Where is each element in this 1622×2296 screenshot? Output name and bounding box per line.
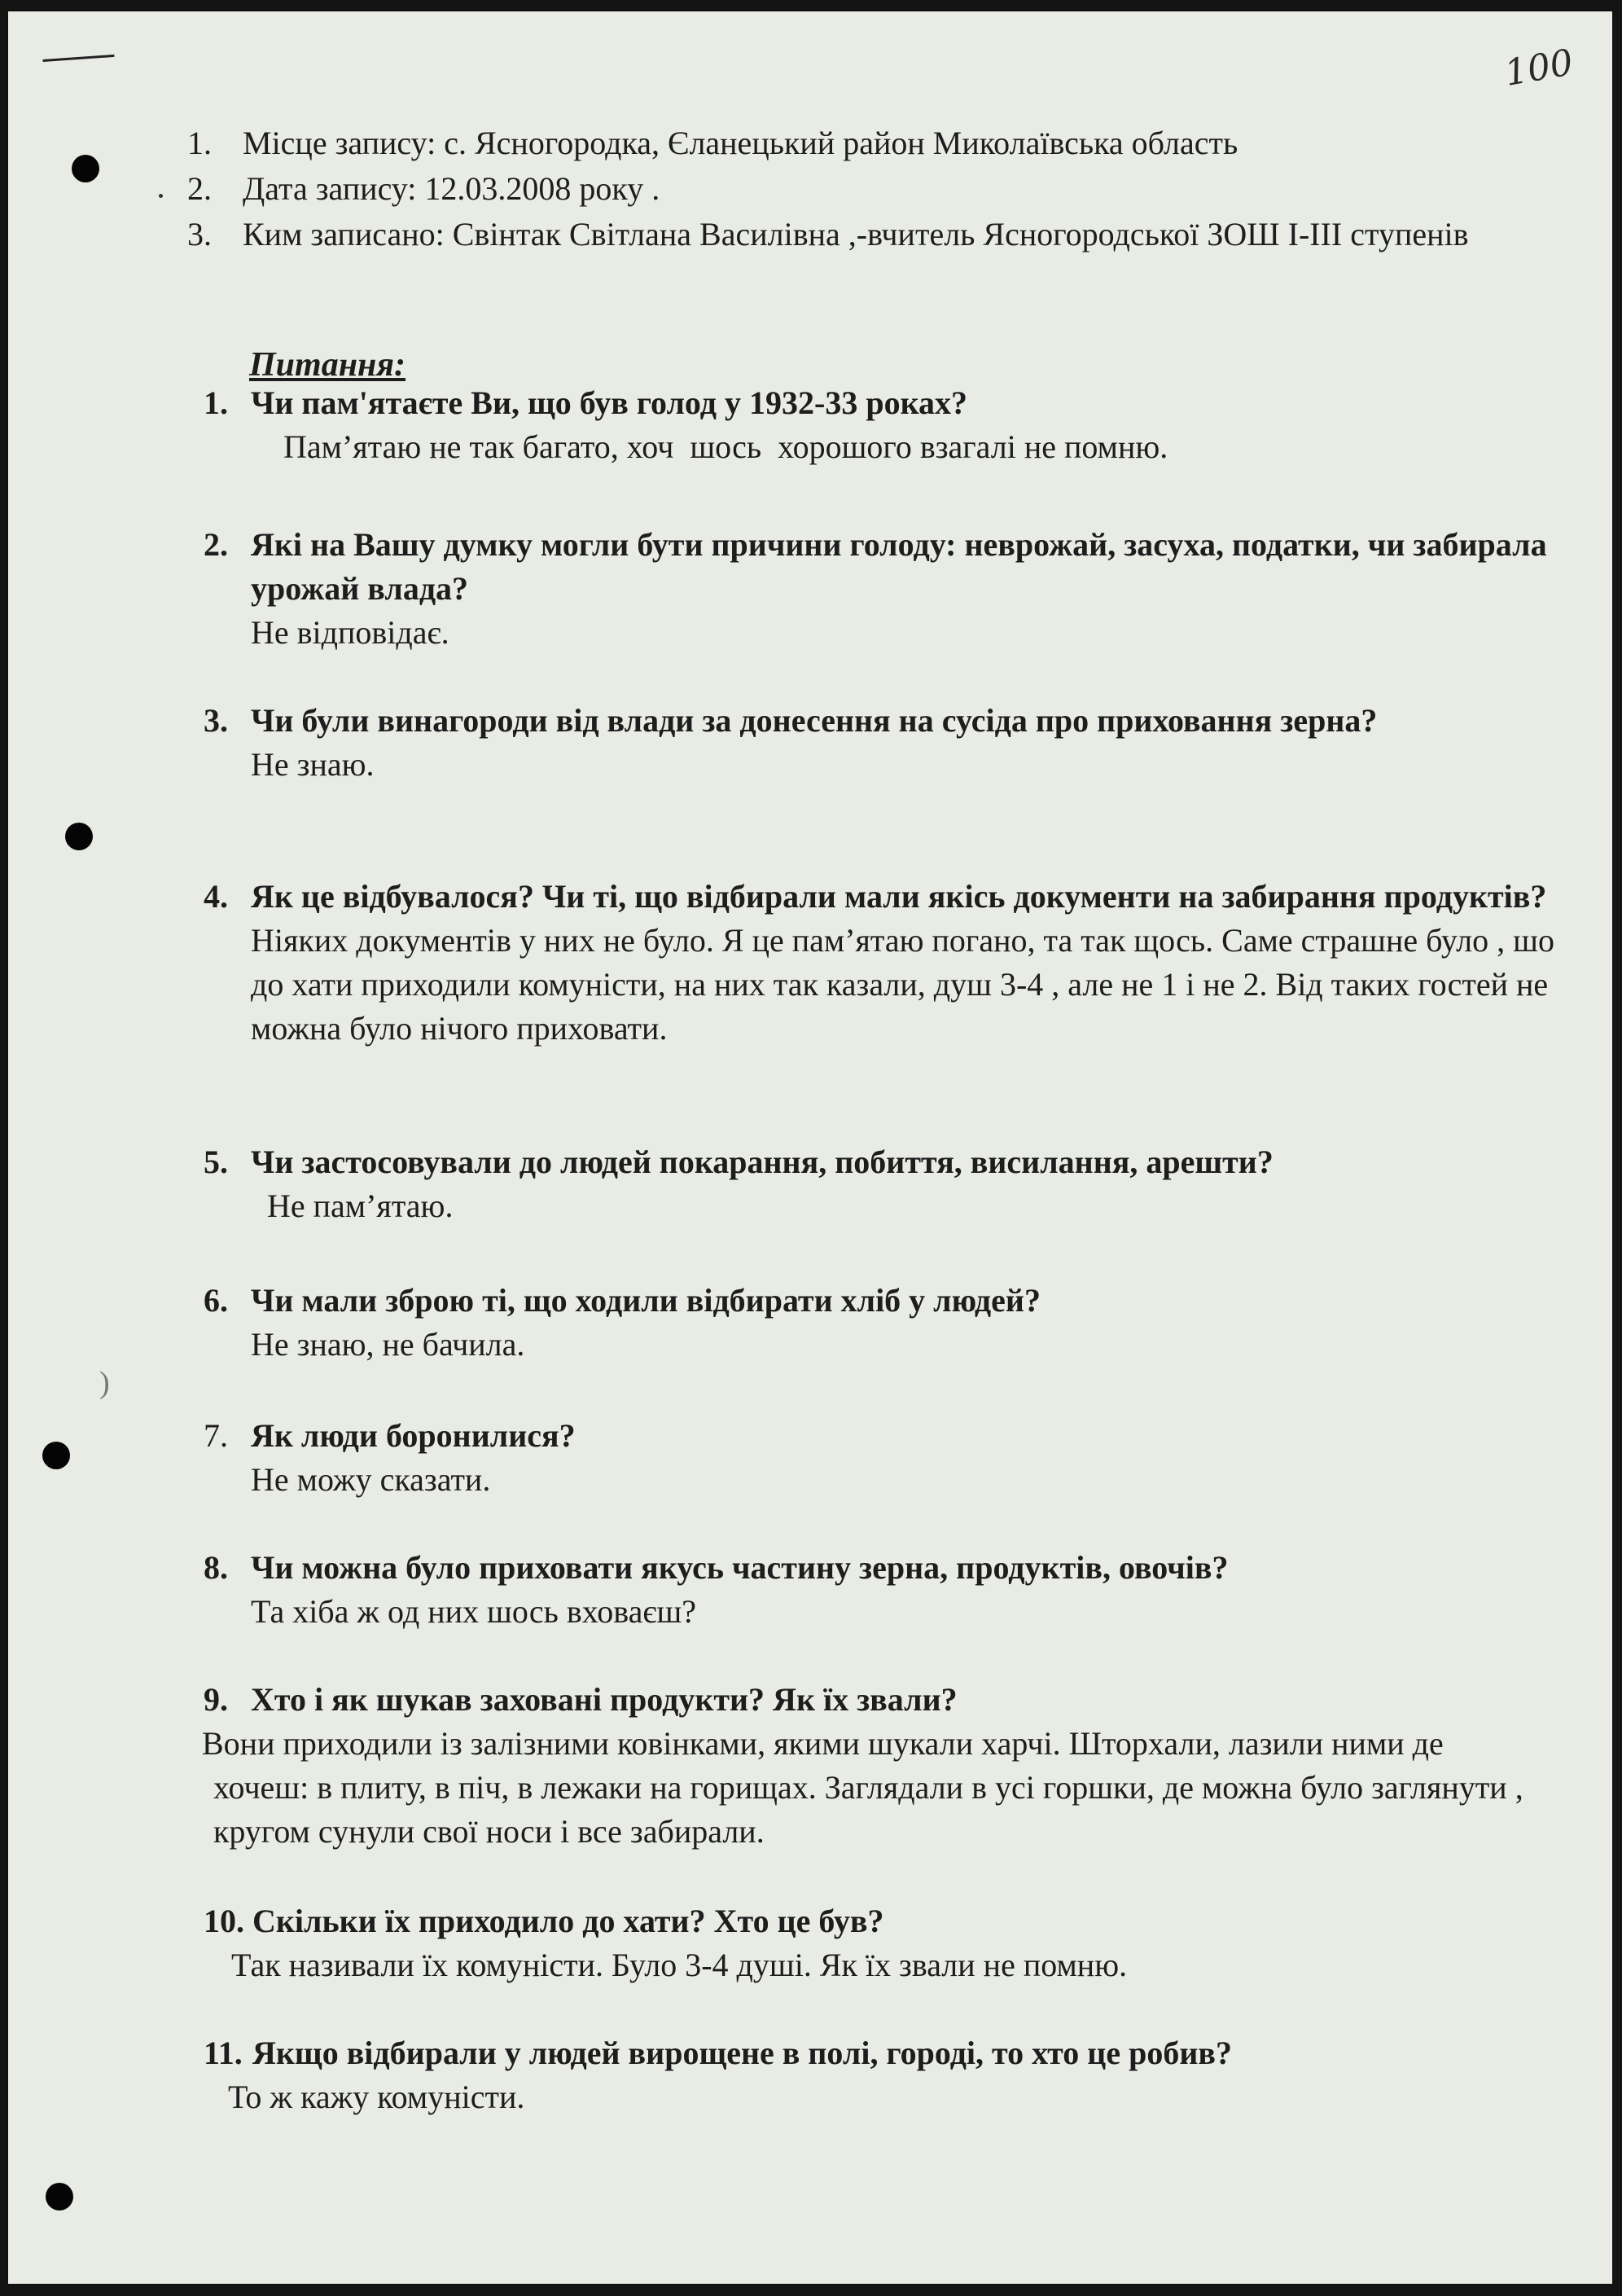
question <box>204 1279 1555 1323</box>
metadata-text: Місце запису: с. Ясногородка, Єланецький район Миколаївська область <box>243 125 1238 161</box>
question-number: 11. <box>204 2035 243 2071</box>
question-block-10 <box>204 1899 1555 1987</box>
answer-text: Та хіба ж од них шось вховаєш? <box>251 1593 697 1630</box>
question-text: Скільки їх приходило до хати? Хто це був? <box>252 1903 884 1939</box>
stray-mark: ) <box>99 1366 110 1400</box>
metadata-place <box>187 121 1555 166</box>
question-text: Чи були винагороди від влади за донесення на сусіда про приховання зерна? <box>251 702 1378 739</box>
question <box>204 1678 1555 1722</box>
question-number: 2. <box>204 526 228 563</box>
question-number: 4. <box>204 878 228 915</box>
answer-text: Не відповідає. <box>251 614 449 651</box>
question <box>204 1546 1555 1590</box>
punch-hole <box>46 2183 73 2210</box>
metadata-number: 1. <box>187 125 212 161</box>
answer-text: Пам’ятаю не так багато, хоч шось хорошого взагалі не помню. <box>251 428 1168 465</box>
punch-hole <box>65 823 93 850</box>
punch-hole <box>72 155 99 182</box>
question-block-5 <box>204 1140 1555 1228</box>
question-block-9 <box>204 1678 1555 1854</box>
question-block-1 <box>204 381 1555 469</box>
metadata-date <box>187 166 1555 212</box>
question-number: 10. <box>204 1903 244 1939</box>
answer-text: Так називали їх комуністи. Було 3-4 душі. Як їх звали не помню. <box>231 1947 1128 1983</box>
question-number: 9. <box>204 1681 228 1718</box>
question-number: 5. <box>204 1144 228 1180</box>
question-block-3 <box>204 699 1555 787</box>
question-number: 3. <box>204 702 228 739</box>
question <box>204 1414 1555 1458</box>
metadata-number: 2. <box>187 170 212 207</box>
questions-heading: Питання: <box>249 346 406 384</box>
question <box>204 523 1555 611</box>
question-number: 7. <box>204 1417 228 1454</box>
question <box>204 875 1555 919</box>
question <box>204 699 1555 743</box>
question-text: Чи мали зброю ті, що ходили відбирати хліб у людей? <box>251 1282 1041 1319</box>
metadata-text: Ким записано: Свінтак Світлана Василівна ,-вчитель Ясногородської ЗОШ І-ІІІ ступенів <box>243 216 1469 252</box>
question-text: Чи можна було приховати якусь частину зерна, продуктів, овочів? <box>251 1549 1229 1586</box>
document-page <box>8 11 1612 2284</box>
question-text: Чи застосовували до людей покарання, побиття, висилання, арешти? <box>251 1144 1273 1180</box>
question-text: Як це відбувалося? Чи ті, що відбирали мали якісь документи на забирання продуктів? <box>251 878 1547 915</box>
question-text: Як люди боронилися? <box>251 1417 576 1454</box>
stray-mark <box>159 194 163 198</box>
record-metadata <box>187 121 1555 257</box>
question-block-11 <box>204 2031 1555 2119</box>
metadata-recorder <box>187 212 1555 257</box>
question <box>204 1899 1555 1943</box>
answer-text: Не знаю. <box>251 746 375 783</box>
question-block-2 <box>204 523 1555 655</box>
question-block-7 <box>204 1414 1555 1502</box>
question-number: 6. <box>204 1282 228 1319</box>
answer-text: Вони приходили із залізними ковінками, якими шукали харчі. Шторхали, лазили ними де хочеш: в плиту, в піч, в лежаки на горищах. Заглядали в усі горшки, де можна було заглянути , кругом сунули свої носи і все забирали. <box>202 1725 1523 1850</box>
question <box>204 1140 1555 1184</box>
question-block-6 <box>204 1279 1555 1367</box>
question-number: 8. <box>204 1549 228 1586</box>
answer-text: Не можу сказати. <box>251 1461 491 1498</box>
handwritten-page-number: 100 <box>1501 42 1576 94</box>
metadata-text: Дата запису: 12.03.2008 року . <box>243 170 660 207</box>
answer-text: Ніяких документів у них не було. Я це пам’ятаю погано, та так щось. Саме страшне було , шо до хати приходили комуністи, на них так казали, душ 3-4 , але не 1 і не 2. Від таких гостей не можна було нічого приховати. <box>251 922 1554 1047</box>
question-block-8 <box>204 1546 1555 1634</box>
punch-hole <box>42 1442 70 1469</box>
question-text: Якщо відбирали у людей вирощене в полі, городі, то хто це робив? <box>252 2035 1232 2071</box>
question <box>204 381 1555 425</box>
question-block-4 <box>204 875 1555 1051</box>
question-text: Хто і як шукав заховані продукти? Як їх звали? <box>251 1681 958 1718</box>
question <box>204 2031 1555 2075</box>
question-text: Які на Вашу думку могли бути причини голоду: неврожай, засуха, податки, чи забирала урожай влада? <box>251 526 1547 607</box>
question-number: 1. <box>204 384 228 421</box>
corner-pen-mark <box>42 43 115 62</box>
question-text: Чи пам'ятаєте Ви, що був голод у 1932-33 роках? <box>251 384 968 421</box>
metadata-number: 3. <box>187 216 212 252</box>
answer-text: То ж кажу комуністи. <box>228 2079 525 2115</box>
answer-text: Не пам’ятаю. <box>251 1188 454 1224</box>
answer-text: Не знаю, не бачила. <box>251 1326 525 1363</box>
